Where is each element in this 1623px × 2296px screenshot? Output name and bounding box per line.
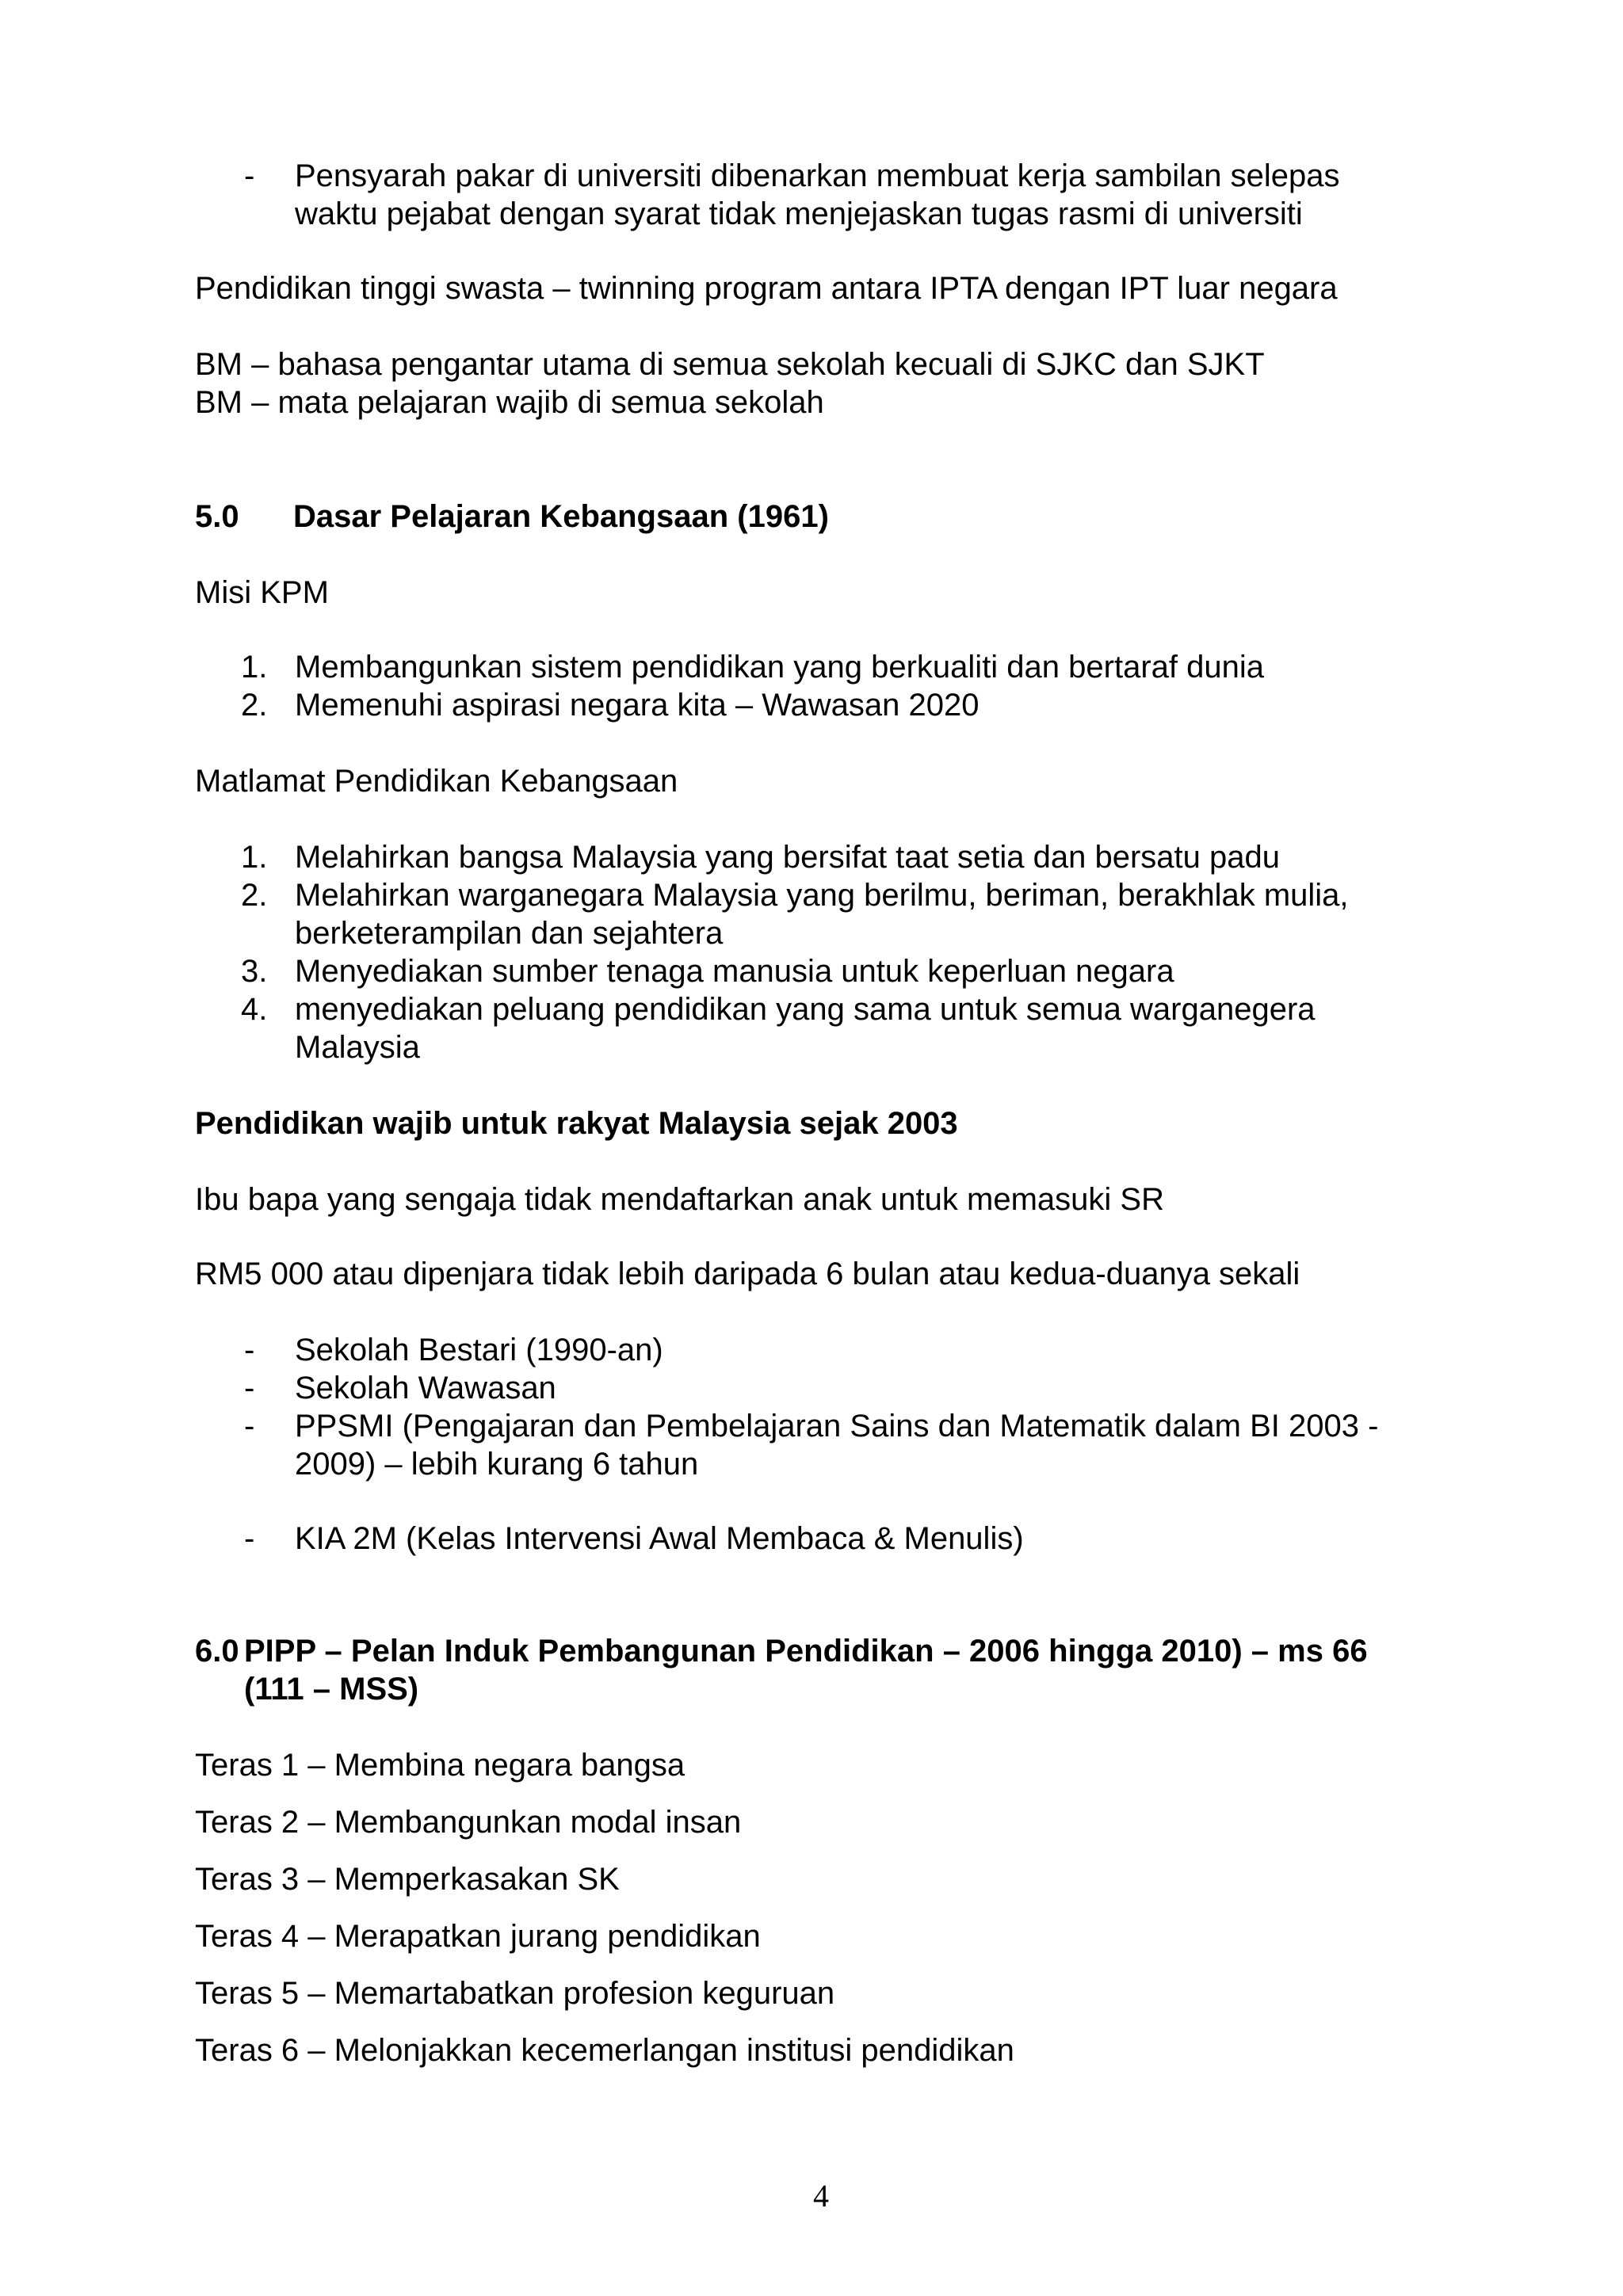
list-number: 4. bbox=[241, 992, 268, 1027]
wajib-penalty-text: RM5 000 atau dipenjara tidak lebih daripada 6 bulan atau kedua-duanya sekali bbox=[195, 1257, 1300, 1291]
section-5-title: Dasar Pelajaran Kebangsaan (1961) bbox=[293, 499, 829, 534]
wajib-heading: Pendidikan wajib untuk rakyat Malaysia sejak 2003 bbox=[195, 1106, 958, 1141]
paragraph-bm-compulsory: BM – mata pelajaran wajib di semua sekolah bbox=[195, 385, 824, 420]
bullet-marker: - bbox=[244, 158, 255, 193]
bullet-marker: - bbox=[244, 1333, 255, 1367]
school-bullet: PPSMI (Pengajaran dan Pembelajaran Sains dan Matematik dalam BI 2003 - bbox=[295, 1409, 1379, 1444]
teras-item: Teras 6 – Melonjakkan kecemerlangan institusi pendidikan bbox=[195, 2033, 1014, 2068]
misi-label: Misi KPM bbox=[195, 575, 329, 610]
matlamat-item: Menyediakan sumber tenaga manusia untuk keperluan negara bbox=[295, 954, 1174, 989]
bullet-text-line: waktu pejabat dengan syarat tidak menjejaskan tugas rasmi di universiti bbox=[295, 196, 1303, 231]
section-6-title: PIPP – Pelan Induk Pembangunan Pendidikan – 2006 hingga 2010) – ms 66 bbox=[244, 1634, 1368, 1669]
school-bullet-continued: 2009) – lebih kurang 6 tahun bbox=[295, 1447, 699, 1482]
section-6-title-continued: (111 – MSS) bbox=[244, 1672, 419, 1707]
bullet-marker: - bbox=[244, 1371, 255, 1405]
matlamat-item: Melahirkan warganegara Malaysia yang berilmu, beriman, berakhlak mulia, bbox=[295, 878, 1349, 913]
paragraph-private-higher-education: Pendidikan tinggi swasta – twinning program antara IPTA dengan IPT luar negara bbox=[195, 271, 1338, 306]
misi-item: Membangunkan sistem pendidikan yang berkualiti dan bertaraf dunia bbox=[295, 650, 1264, 685]
school-bullet: KIA 2M (Kelas Intervensi Awal Membaca & Menulis) bbox=[295, 1521, 1024, 1556]
matlamat-item-continued: Malaysia bbox=[295, 1030, 420, 1065]
bullet-text-line: Pensyarah pakar di universiti dibenarkan membuat kerja sambilan selepas bbox=[295, 158, 1340, 193]
list-number: 2. bbox=[241, 688, 268, 723]
bullet-marker: - bbox=[244, 1409, 255, 1444]
school-bullet: Sekolah Wawasan bbox=[295, 1371, 556, 1405]
matlamat-item: Melahirkan bangsa Malaysia yang bersifat taat setia dan bersatu padu bbox=[295, 840, 1280, 875]
page-number: 4 bbox=[813, 2178, 829, 2214]
list-number: 2. bbox=[241, 878, 268, 913]
wajib-text: Ibu bapa yang sengaja tidak mendaftarkan anak untuk memasuki SR bbox=[195, 1182, 1164, 1217]
bullet-marker: - bbox=[244, 1521, 255, 1556]
section-6-number: 6.0 bbox=[195, 1634, 239, 1669]
teras-item: Teras 5 – Memartabatkan profesion keguruan bbox=[195, 1976, 835, 2011]
teras-item: Teras 1 – Membina negara bangsa bbox=[195, 1748, 685, 1783]
teras-item: Teras 2 – Membangunkan modal insan bbox=[195, 1805, 742, 1840]
teras-item: Teras 4 – Merapatkan jurang pendidikan bbox=[195, 1919, 761, 1954]
matlamat-label: Matlamat Pendidikan Kebangsaan bbox=[195, 764, 678, 799]
school-bullet: Sekolah Bestari (1990-an) bbox=[295, 1333, 663, 1367]
list-number: 3. bbox=[241, 954, 268, 989]
section-5-number: 5.0 bbox=[195, 499, 239, 534]
misi-item: Memenuhi aspirasi negara kita – Wawasan 2020 bbox=[295, 688, 980, 723]
paragraph-bm-medium: BM – bahasa pengantar utama di semua sekolah kecuali di SJKC dan SJKT bbox=[195, 347, 1265, 382]
matlamat-item-continued: berketerampilan dan sejahtera bbox=[295, 916, 724, 951]
list-number: 1. bbox=[241, 650, 268, 685]
matlamat-item: menyediakan peluang pendidikan yang sama untuk semua warganegera bbox=[295, 992, 1316, 1027]
list-number: 1. bbox=[241, 840, 268, 875]
teras-item: Teras 3 – Memperkasakan SK bbox=[195, 1862, 620, 1897]
